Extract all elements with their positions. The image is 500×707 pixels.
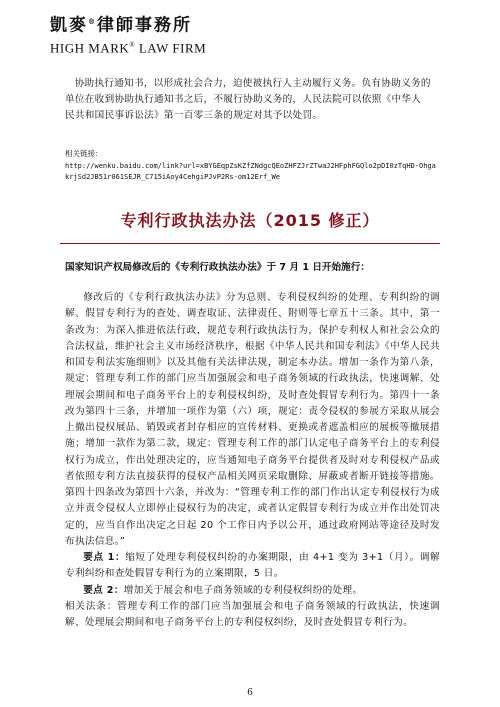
section-subtitle: 国家知识产权局修改后的《专利行政执法办法》于 7 月 1 日开始施行： [65,262,370,273]
key-point-1-label: 要点 1： [83,552,126,563]
registered-mark-en: ® [129,40,136,49]
related-link-label: 相关链接： [65,149,103,158]
firm-logo [50,12,206,55]
section-title: 专利行政执法办法（2015 修正） [120,211,380,230]
related-link-url[interactable]: http://wenku.baidu.com/link?url=xBYGEqpZsKZfZNdgcQEoZHFZJrZTwaJ2HFphFGQlo2pDI0zTqHD-OhgakrjSd2JB51r061SEJR_C715iAoy4CehgiPJvP2Rs-om12Erf_We [65,162,436,181]
key-point-2 [65,583,440,599]
related-link-block [65,148,440,183]
article-paragraph: 修改后的《专利行政执法办法》分为总则、专利侵权纠纷的处理、专利纠纷的调解、假冒专利行为的查处、调查取证、法律责任、附则等七章五十三条。其中，第一条改为：为深入推进依法行政，规范专利行政执法行为，保护专利权人和社会公众的合法权益，维护社会主义市场经济秩序，根据《中华人民共和国专利法》《中华人民共和国专利法实施细则》以及其他有关法律法规，制定本办法。增加一条作为第八条，规定：管理专利工作的部门应当加强展会和电子商务领域的行政执法，快速调解、处理展会期间和电子商务平台上的专利侵权纠纷，及时查处假冒专利行为。第四十一条改为第四十三条，并增加一项作为第（六）项，规定：责令侵权的参展方采取从展会上撤出侵权展品、销毁或者封存相应的宣传材料、更换或者遮盖相应的展板等撤展措施；增加一款作为第二款，规定：管理专利工作的部门认定电子商务平台上的专利侵权行为成立，作出处理决定的，应当通知电子商务平台提供者及时对专利侵权产品或者依照专利方法直接获得的侵权产品相关网页采取删除、屏蔽或者断开链接等措施。第四十四条改为第四十六条，并改为：“管理专利工作的部门作出认定专利侵权行为成立并责令侵权人立即停止侵权行为的决定，或者认定假冒专利行为成立并作出处罚决定的，应当自作出决定之日起 20 个工作日内予以公开，通过政府网站等途径及时发布执法信息。” [65,292,440,547]
logo-en-part2: LAW FIRM [138,39,207,55]
related-article-label: 相关法条： [65,600,118,612]
related-article-text: 管理专利工作的部门应当加强展会和电子商务领域的行政执法，快速调解、处理展会期间和电子商务平台上的专利侵权纠纷，及时查处假冒专利行为。 [65,600,440,628]
related-article [65,599,440,632]
key-point-1-text: 缩短了处理专利侵权纠纷的办案期限，由 4+1 变为 3+1（月）。调解专利纠纷和查处假冒专利行为的立案期限，5 日。 [65,552,441,580]
logo-cn-part2: 律師事務所 [97,15,192,36]
logo-english [50,38,206,55]
intro-line-1: 协助执行通知书，以形成社会合力，迫使被执行人主动履行义务。负有协助义务的 [74,78,431,89]
page-number: 6 [247,688,253,698]
intro-line-2: 单位在收到协助执行通知书之后，不履行协助义务的，人民法院可以依照《中华人 [65,94,422,105]
logo-en-part1: HIGH MARK [50,39,130,55]
intro-line-3: 民共和国民事诉讼法》第一百零三条的规定对其予以处罚。 [65,110,323,121]
logo-chinese [50,12,206,36]
title-underline [60,243,440,244]
key-point-1 [65,550,440,583]
registered-mark: ® [88,17,97,26]
intro-paragraph [65,76,440,124]
key-point-2-text: 增加关于展会和电子商务领域的专利侵权纠纷的处理。 [123,584,363,596]
logo-cn-part1: 凱麥 [50,15,88,36]
key-point-2-label: 要点 2： [83,584,124,596]
section-title-wrap [60,210,440,232]
article-body [65,290,440,631]
